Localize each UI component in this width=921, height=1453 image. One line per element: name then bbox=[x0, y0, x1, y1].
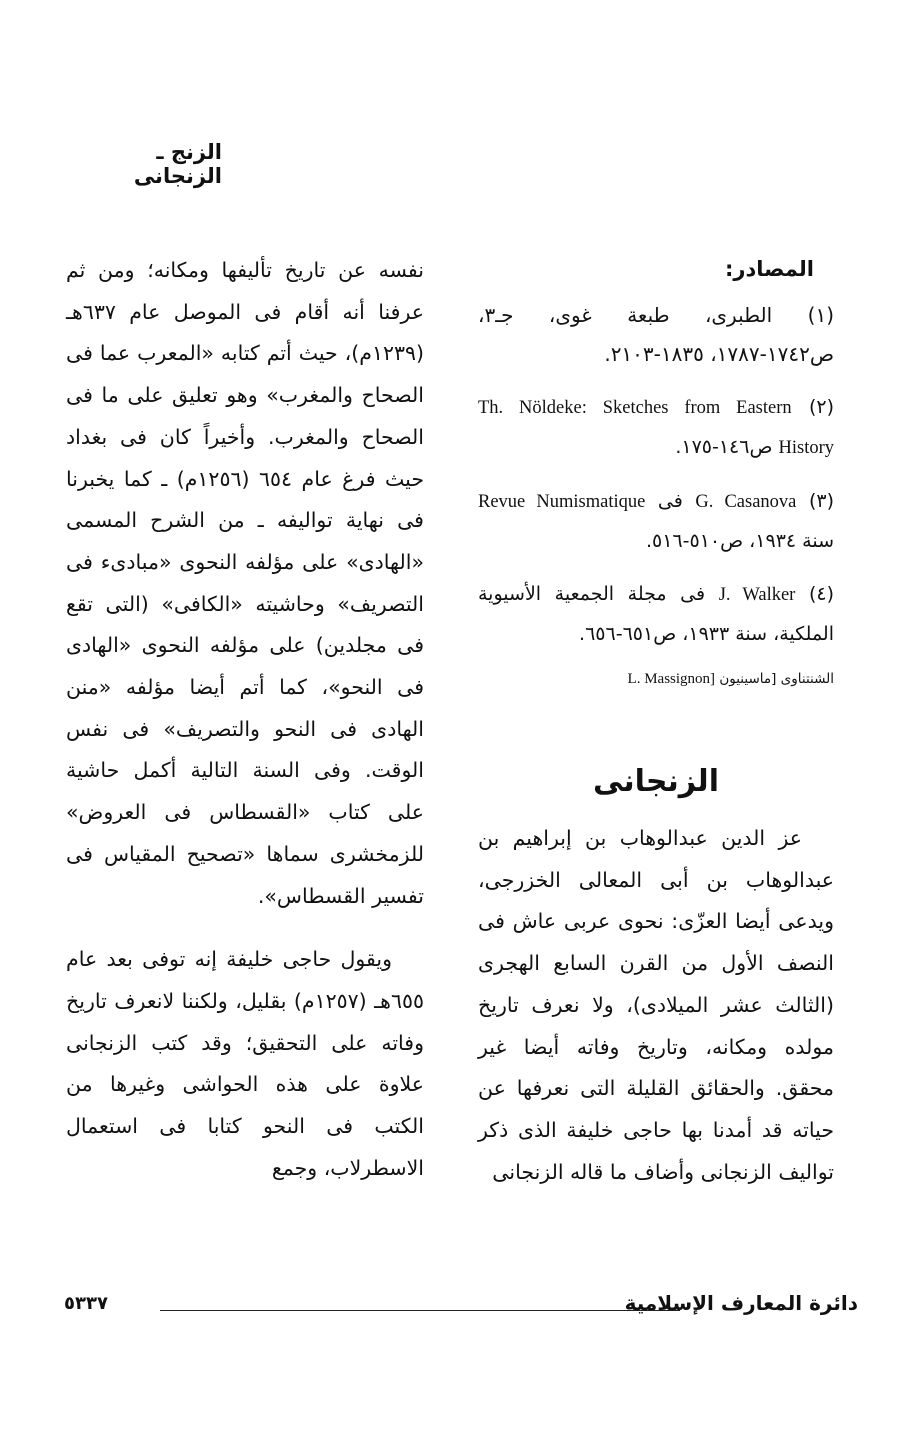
source-item-4 bbox=[478, 575, 834, 654]
article-paragraph-3: ويقول حاجى خليفة إنه توفى بعد عام ٦٥٥هـ (١٢٥٧م) بقليل، ولكننا لانعرف تاريخ وفاته على التحقيق؛ وقد كتب الزنجانى علاوة على هذه الحواشى وغيرها من الكتب فى النحو كتابا فى استعمال الاسطرلاب، وجمع bbox=[66, 947, 424, 1180]
page-number: ٥٣٣٧ bbox=[64, 1293, 108, 1314]
signature-arabic: الشنتناوى [ماسينيون bbox=[719, 671, 834, 687]
source-item-2 bbox=[478, 388, 834, 468]
left-column bbox=[66, 250, 424, 1189]
sources-heading: المصادر: bbox=[724, 257, 814, 281]
source-number: (١) bbox=[807, 303, 834, 327]
source-number: (٤) bbox=[808, 583, 835, 605]
source-text: فى مجلة الجمعية الأسيوية الملكية، سنة ١٩٣٣، ص٦٥١-٦٥٦. bbox=[478, 583, 834, 645]
source-text: ص١٤٦-١٧٥. bbox=[675, 436, 773, 458]
source-number: (٣) bbox=[808, 490, 834, 512]
source-latin-author: J. Walker bbox=[718, 585, 796, 605]
source-item-3 bbox=[478, 482, 834, 561]
publication-title: دائرة المعارف الإسلامية bbox=[624, 1291, 858, 1315]
source-latin-author: G. Casanova bbox=[695, 492, 797, 512]
running-title: الزنج ـ الزنجانى bbox=[133, 140, 222, 188]
source-item-1 bbox=[478, 296, 834, 374]
source-number: (٢) bbox=[808, 396, 834, 418]
article-paragraph-2: نفسه عن تاريخ تأليفها ومكانه؛ ومن ثم عرفنا أنه أقام فى الموصل عام ٦٣٧هـ (١٢٣٩م)، حيث أتم كتابه «المعرب عما فى الصحاح والمغرب» وهو تعليق على ما فى الصحاح والمغرب. وأخيراً كان فى بغداد حيث فرغ عام ٦٥٤ (١٢٥٦م) ـ كما يخبرنا فى نهاية تواليفه ـ من الشرح المسمى «الهادى» على مؤلفه النحوى «مبادىء فى التصريف» وحاشيته «الكافى» (التى تقع فى مجلدين) على مؤلفه النحوى «الهادى فى النحو»، كما أتم أيضا مؤلفه «منن الهادى فى النحو والتصريف» فى نفس الوقت. وفى السنة التالية أكمل حاشية على كتاب «القسطاس فى العروض» للزمخشرى سماها «تصحيح المقياس فى تفسير القسطاس». bbox=[66, 258, 424, 908]
footer-rule bbox=[160, 1310, 680, 1311]
source-text: الطبرى، طبعة غوى، جـ٣، ص١٧٤٢-١٧٨٧، ١٨٣٥-٢١٠٣. bbox=[478, 303, 834, 366]
source-latin-journal: Revue Numismatique bbox=[478, 492, 646, 512]
page-footer bbox=[64, 1291, 858, 1321]
author-signature bbox=[478, 668, 834, 690]
article-paragraph-1: عز الدين عبدالوهاب بن إبراهيم بن عبدالوهاب بن أبى المعالى الخزرجى، ويدعى أيضا العزّى: نحوى عربى عاش فى النصف الأول من القرن السابع الهجرى (الثالث عشر الميلادى)، ولا نعرف تاريخ مولده ومكانه، وتاريخ وفاته أيضا غير محقق. والحقائق القليلة التى نعرفها عن حياته قد أمدنا بها حاجى خليفة الذى ذكر تواليف الزنجانى وأضاف ما قاله الزنجانى bbox=[478, 826, 834, 1184]
source-text: سنة ١٩٣٤، ص٥١٠-٥١٦. bbox=[645, 530, 834, 552]
source-connector: فى bbox=[657, 490, 683, 512]
article-title: الزنجانى bbox=[593, 764, 719, 799]
source-latin-citation: Th. Nöldeke: Sketches from Eastern History bbox=[478, 398, 834, 458]
right-column bbox=[478, 250, 834, 1193]
signature-latin: L. Massignon] bbox=[627, 671, 716, 687]
